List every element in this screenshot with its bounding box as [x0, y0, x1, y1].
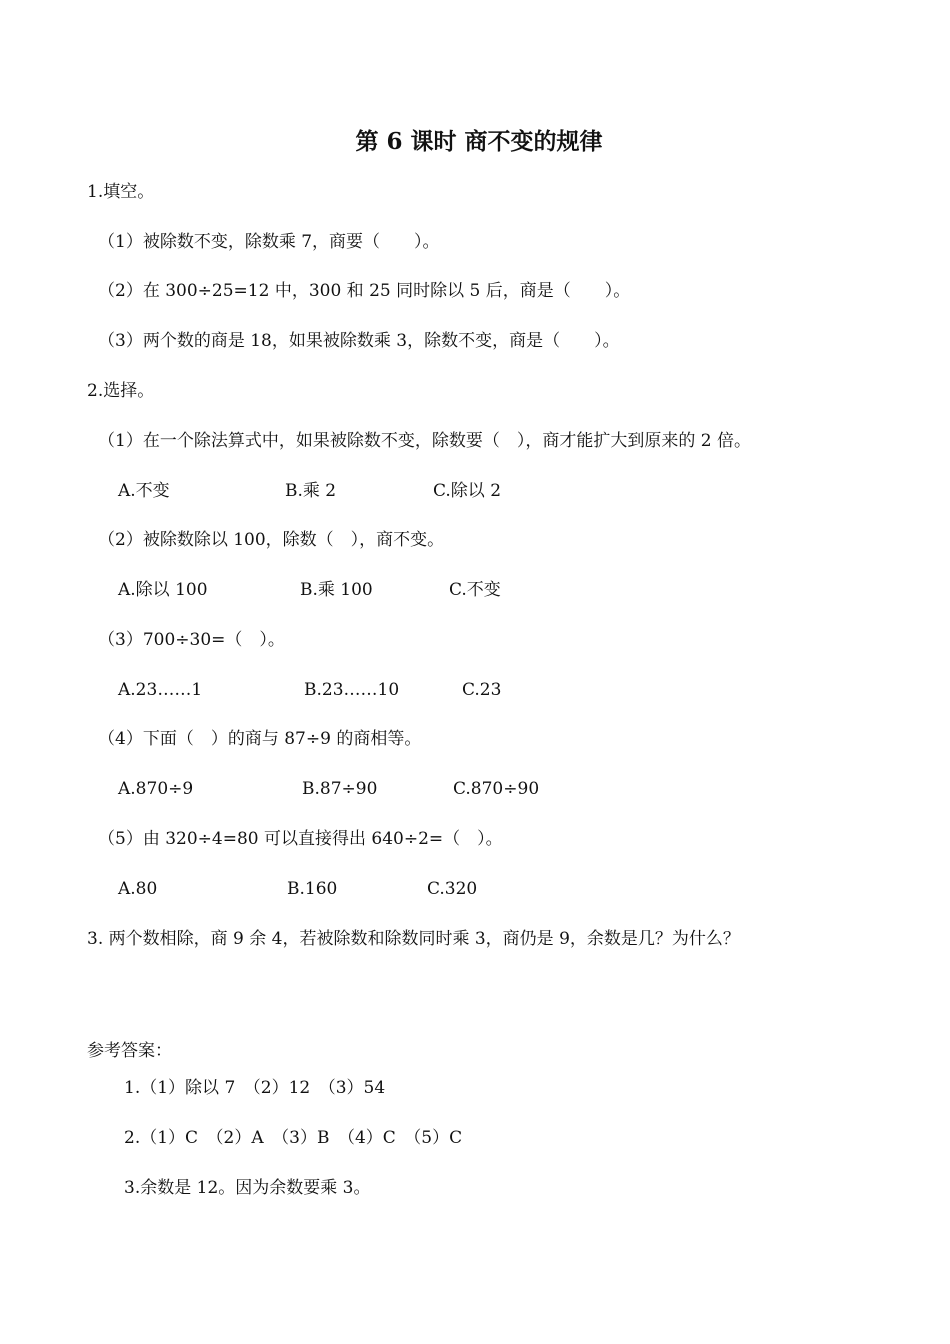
q2-item-3-option-a: A.23……1: [118, 680, 203, 700]
q1-item-2: （2）在 300÷25=12 中，300 和 25 同时除以 5 后，商是（ ）。: [98, 281, 631, 301]
q2-item-4-stem: （4）下面（ ）的商与 87÷9 的商相等。: [98, 729, 422, 749]
answer-line-3: 3.余数是 12。因为余数要乘 3。: [124, 1178, 371, 1198]
q2-item-2-option-a: A.除以 100: [118, 580, 208, 600]
q2-item-2-stem: （2）被除数除以 100，除数（ ），商不变。: [98, 530, 445, 550]
q1-item-3: （3）两个数的商是 18，如果被除数乘 3，除数不变，商是（ ）。: [98, 331, 620, 351]
q2-item-1-option-b: B.乘 2: [285, 481, 337, 501]
q2-item-5-option-b: B.160: [287, 879, 338, 899]
q2-item-5-option-c: C.320: [427, 879, 478, 899]
q2-item-2-option-c: C.不变: [449, 580, 501, 600]
answers-heading: 参考答案：: [87, 1041, 172, 1061]
q1-item-1: （1）被除数不变，除数乘 7，商要（ ）。: [98, 232, 440, 252]
q2-item-3-stem: （3）700÷30=（ ）。: [98, 630, 285, 650]
q2-item-4-option-a: A.870÷9: [118, 779, 194, 799]
q2-heading: 2.选择。: [87, 381, 155, 401]
answer-line-1: 1.（1）除以 7 （2）12 （3）54: [124, 1078, 386, 1098]
q2-item-3-option-b: B.23……10: [304, 680, 400, 700]
q2-item-4-option-c: C.870÷90: [453, 779, 540, 799]
q2-item-5-option-a: A.80: [118, 879, 158, 899]
q2-item-2-option-b: B.乘 100: [300, 580, 373, 600]
q2-item-1-stem: （1）在一个除法算式中，如果被除数不变，除数要（ ），商才能扩大到原来的 2 倍。: [98, 431, 751, 451]
q2-item-5-stem: （5）由 320÷4=80 可以直接得出 640÷2=（ ）。: [98, 829, 503, 849]
q1-heading: 1.填空。: [87, 182, 155, 202]
q2-item-1-option-c: C.除以 2: [433, 481, 502, 501]
answer-line-2: 2.（1）C （2）A （3）B （4）C （5）C: [124, 1128, 463, 1148]
q2-item-4-option-b: B.87÷90: [302, 779, 378, 799]
q2-item-1-option-a: A.不变: [118, 481, 170, 501]
q3-text: 3. 两个数相除，商 9 余 4，若被除数和除数同时乘 3，商仍是 9，余数是几？为什么？: [87, 929, 740, 949]
page-title: 第 6 课时 商不变的规律: [355, 128, 603, 155]
q2-item-3-option-c: C.23: [462, 680, 502, 700]
